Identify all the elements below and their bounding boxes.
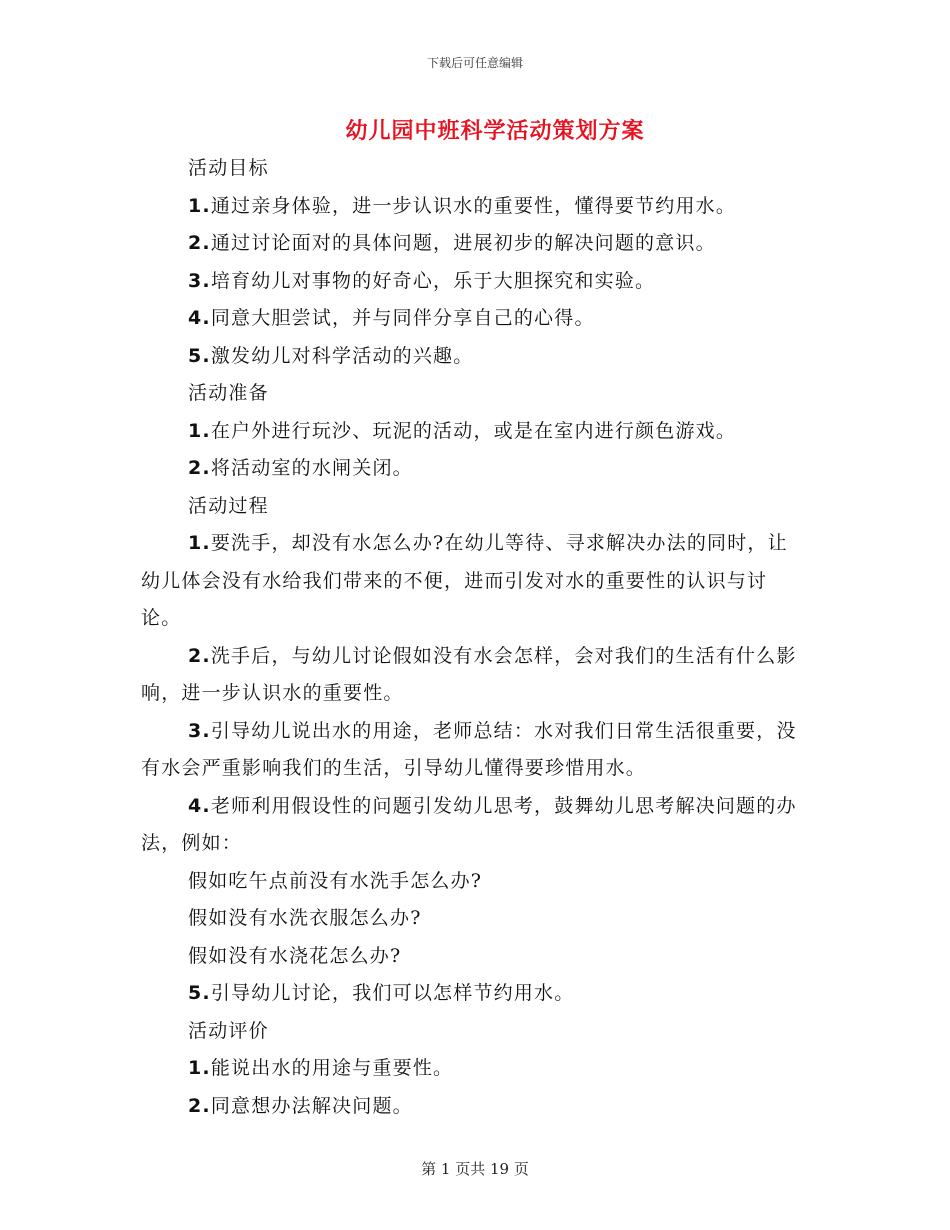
item-number: 4.	[188, 307, 211, 329]
header-note: 下载后可任意编辑	[426, 56, 523, 70]
item-number: 1.	[188, 194, 211, 217]
item-text: 引导幼儿讨论，我们可以怎样节约用水。	[210, 982, 575, 1004]
item-number: 2.	[188, 232, 211, 254]
preparation-item	[141, 413, 806, 451]
item-text: 引导幼儿说出水的用途，老师总结：水对我们日常生活很重要，没有水会严重影响我们的生活，引导幼儿懂得要珍惜用水。	[141, 719, 797, 779]
document-title: 幼儿园中班科学活动策划方案	[345, 119, 645, 144]
item-number: 3.	[188, 719, 211, 742]
item-number: 1.	[188, 532, 211, 554]
item-text: 要洗手，却没有水怎么办?在幼儿等待、寻求解决办法的同时，让幼儿体会没有水给我们带来的不便，进而引发对水的重要性的认识与讨论。	[141, 532, 788, 629]
process-item	[141, 788, 806, 863]
goal-item	[141, 263, 806, 301]
item-number: 2.	[188, 1094, 211, 1117]
process-item	[141, 713, 806, 788]
item-number: 5.	[188, 982, 211, 1004]
item-number: 4.	[188, 794, 211, 817]
item-number: 1.	[188, 419, 211, 442]
item-text: 通过讨论面对的具体问题，进展初步的解决问题的意识。	[210, 232, 716, 254]
item-text: 将活动室的水闸关闭。	[210, 457, 413, 479]
page-footer: 第 1 页共 19 页	[421, 1160, 529, 1178]
section-heading-evaluation: 活动评价	[188, 1019, 269, 1042]
example-question: 假如吃午点前没有水洗手怎么办?	[188, 869, 483, 892]
evaluation-item	[141, 1050, 806, 1088]
goal-item	[141, 300, 806, 338]
item-text: 能说出水的用途与重要性。	[210, 1057, 454, 1079]
item-text: 通过亲身体验，进一步认识水的重要性，懂得要节约用水。	[210, 194, 737, 217]
item-text: 在户外进行玩沙、玩泥的活动，或是在室内进行颜色游戏。	[210, 419, 737, 442]
item-number: 2.	[188, 457, 211, 479]
evaluation-item	[141, 1088, 806, 1126]
item-text: 同意想办法解决问题。	[210, 1094, 413, 1117]
section-heading-preparation: 活动准备	[188, 382, 269, 404]
item-text: 洗手后，与幼儿讨论假如没有水会怎样，会对我们的生活有什么影响，进一步认识水的重要性。	[141, 644, 797, 704]
preparation-item	[141, 450, 806, 488]
section-heading-process: 活动过程	[188, 494, 269, 517]
process-item	[141, 525, 806, 638]
section-heading-goals: 活动目标	[188, 157, 269, 179]
goal-item	[141, 188, 806, 226]
process-item	[141, 975, 806, 1013]
item-text: 老师利用假设性的问题引发幼儿思考，鼓舞幼儿思考解决问题的办法，例如：	[141, 794, 797, 854]
goal-item	[141, 338, 806, 376]
item-text: 同意大胆尝试，并与同伴分享自己的心得。	[210, 307, 595, 329]
item-number: 5.	[188, 344, 211, 367]
item-number: 1.	[188, 1057, 211, 1079]
document-body	[141, 150, 806, 1125]
item-number: 3.	[188, 269, 211, 292]
goal-item	[141, 225, 806, 263]
example-question: 假如没有水洗衣服怎么办?	[188, 907, 422, 929]
example-question: 假如没有水浇花怎么办?	[188, 944, 402, 967]
item-text: 激发幼儿对科学活动的兴趣。	[210, 344, 474, 367]
process-item	[141, 638, 806, 713]
item-number: 2.	[188, 644, 211, 667]
item-text: 培育幼儿对事物的好奇心，乐于大胆探究和实验。	[210, 269, 656, 292]
